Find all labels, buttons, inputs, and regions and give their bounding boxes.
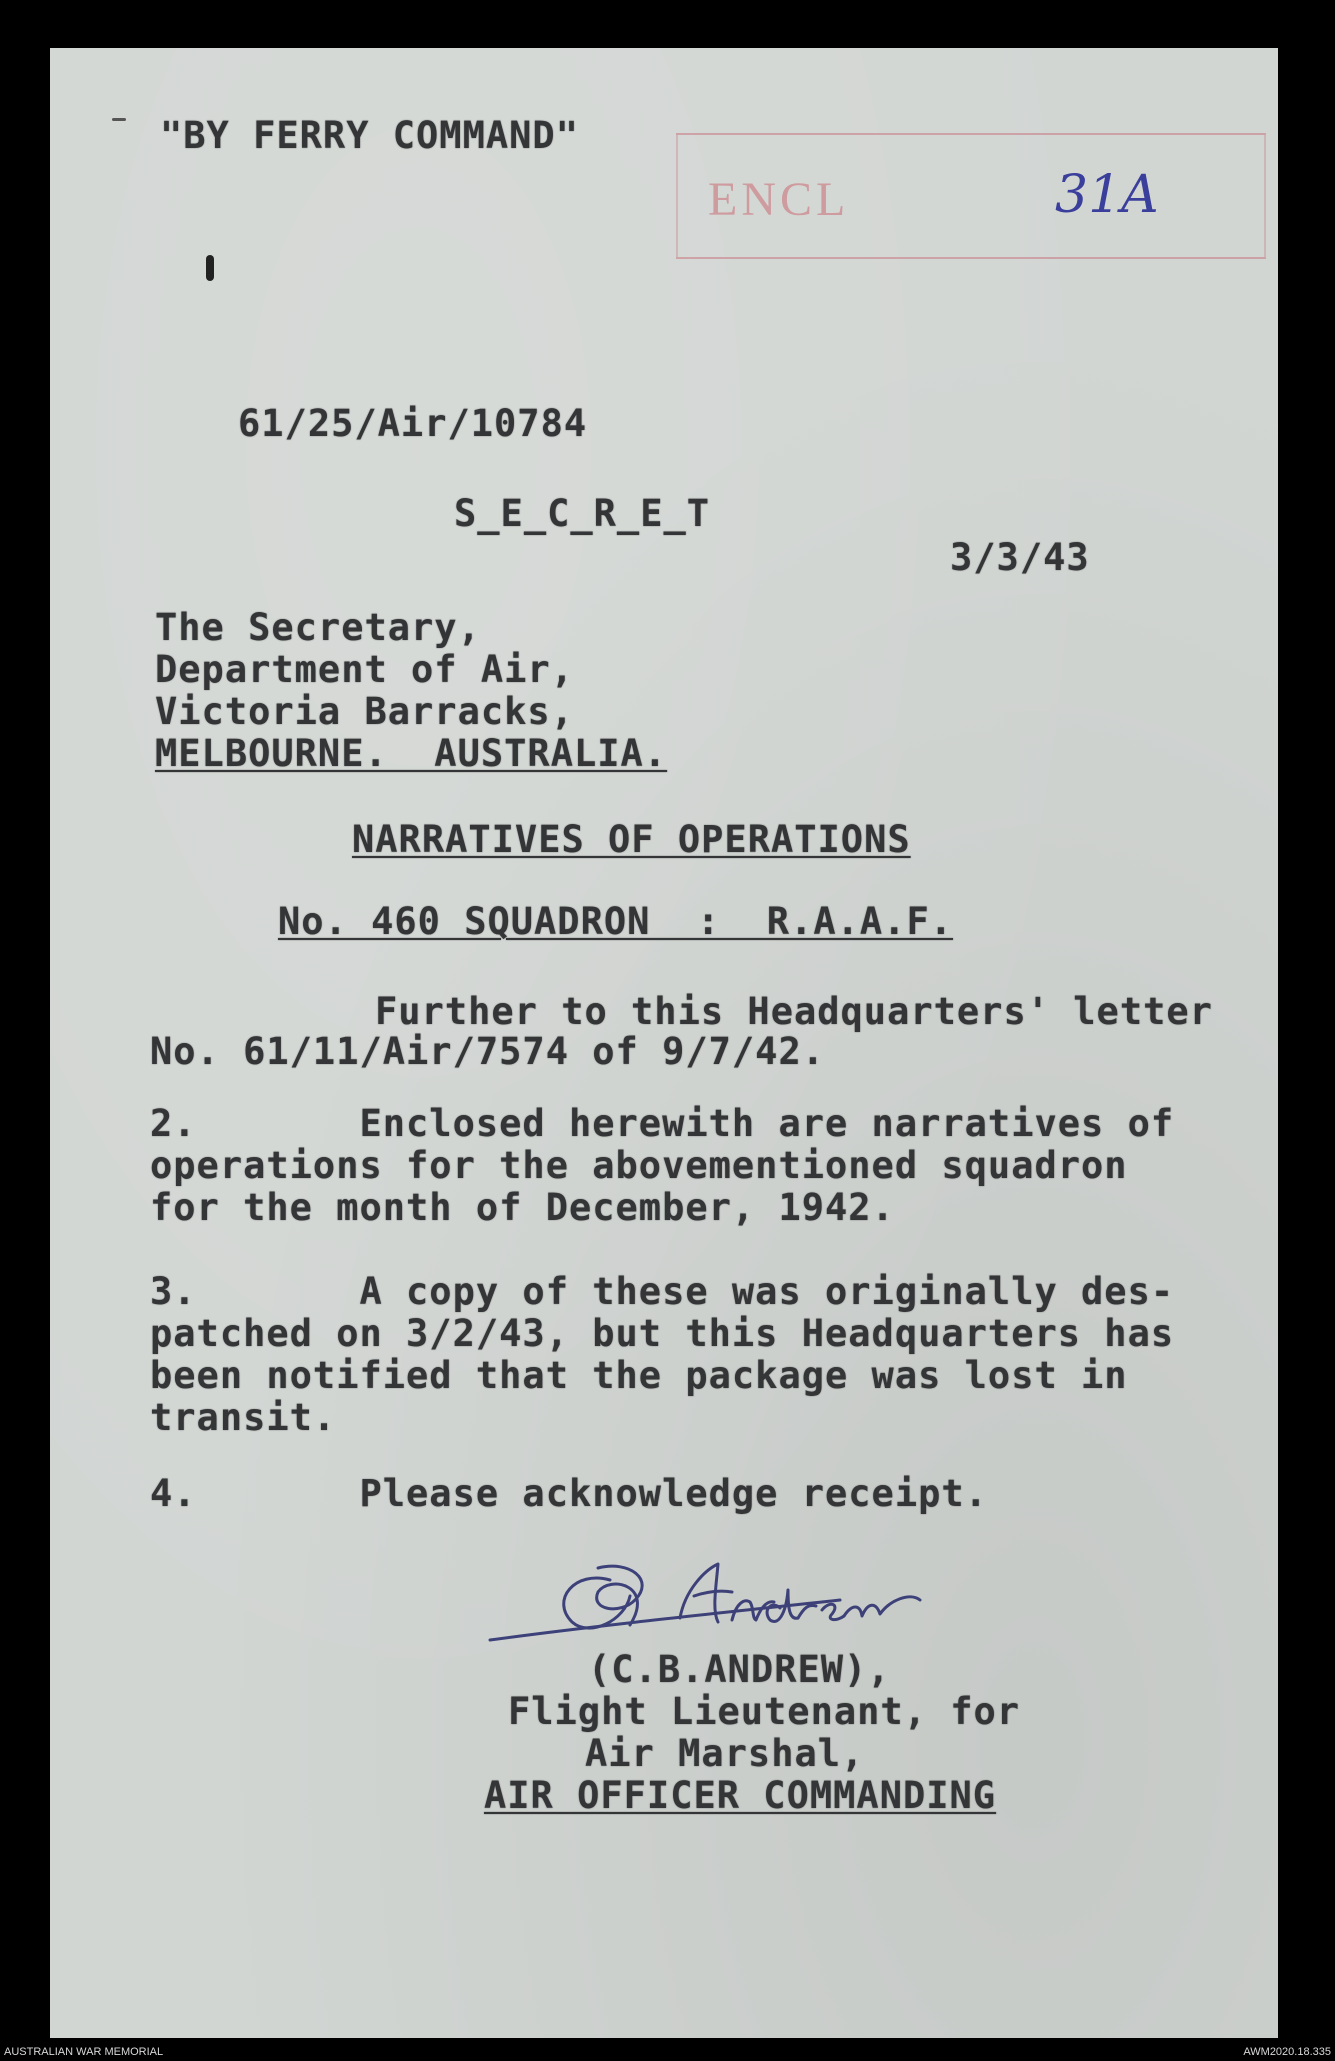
address-line: Victoria Barracks, bbox=[155, 690, 574, 733]
document-date: 3/3/43 bbox=[950, 536, 1090, 579]
paragraph-line: No. 61/11/Air/7574 of 9/7/42. bbox=[150, 1030, 826, 1073]
folio-number: 31A bbox=[1055, 165, 1159, 225]
paragraph-4: 4. Please acknowledge receipt. bbox=[150, 1472, 988, 1515]
paragraph-line: been notified that the package was lost in bbox=[150, 1354, 1128, 1397]
document-heading: "BY FERRY COMMAND" bbox=[160, 114, 579, 157]
paragraph-line: 3. A copy of these was originally des- bbox=[150, 1270, 1175, 1313]
signatory-title: AIR OFFICER COMMANDING bbox=[484, 1774, 997, 1817]
corner-mark bbox=[112, 118, 126, 121]
footer-accession: AWM2020.18.335 bbox=[1243, 2046, 1331, 2058]
paragraph-line: for the month of December, 1942. bbox=[150, 1186, 895, 1229]
address-line: The Secretary, bbox=[155, 606, 481, 649]
classification: S_E_C_R_E_T bbox=[454, 492, 711, 535]
footer-credit: AUSTRALIAN WAR MEMORIAL bbox=[4, 2046, 164, 2058]
address-line: MELBOURNE. AUSTRALIA. bbox=[155, 732, 668, 775]
reference-number: 61/25/Air/10784 bbox=[238, 402, 588, 445]
paragraph-line: patched on 3/2/43, but this Headquarters has bbox=[150, 1312, 1175, 1355]
subject-squadron: No. 460 SQUADRON : R.A.A.F. bbox=[278, 900, 954, 943]
stamp-text: ENCL bbox=[708, 173, 850, 226]
paragraph-line: transit. bbox=[150, 1396, 337, 1439]
paragraph-line: 2. Enclosed herewith are narratives of bbox=[150, 1102, 1175, 1145]
paragraph-line: Further to this Headquarters' letter bbox=[375, 990, 1213, 1033]
punch-mark bbox=[206, 255, 214, 281]
subject-title: NARRATIVES OF OPERATIONS bbox=[352, 818, 911, 861]
signatory-name: (C.B.ANDREW), bbox=[588, 1648, 891, 1691]
signatory-for: Air Marshal, bbox=[585, 1732, 865, 1775]
paragraph-line: operations for the abovementioned squadron bbox=[150, 1144, 1128, 1187]
address-line: Department of Air, bbox=[155, 648, 574, 691]
signatory-rank: Flight Lieutenant, for bbox=[508, 1690, 1021, 1733]
signature bbox=[480, 1530, 1040, 1660]
